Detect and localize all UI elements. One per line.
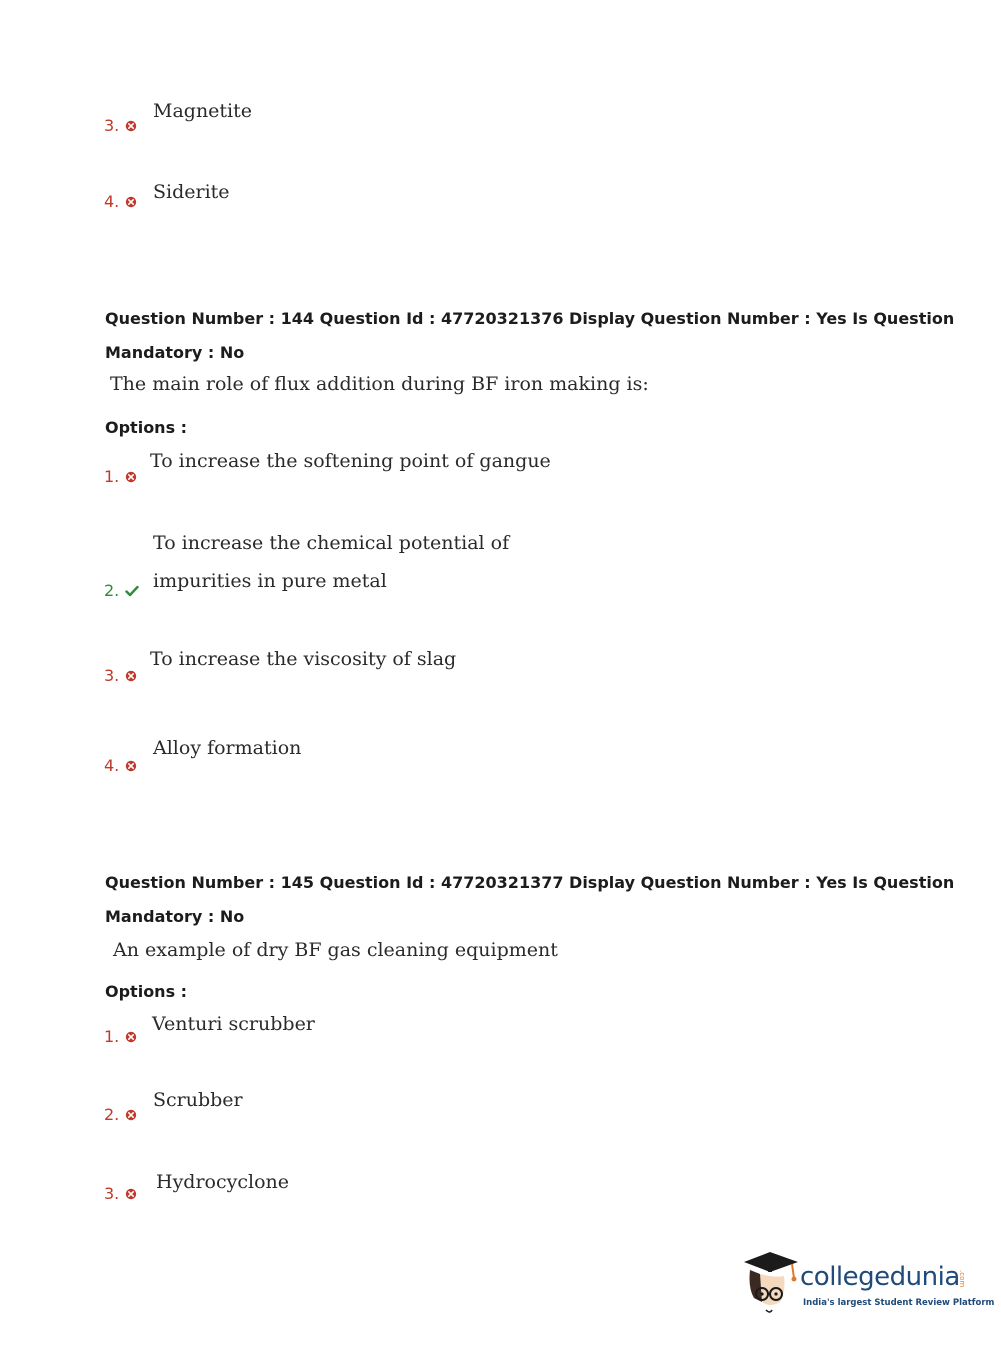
wrong-mark-icon xyxy=(125,120,137,132)
option-text: Alloy formation xyxy=(153,737,302,759)
correct-check-icon xyxy=(125,585,139,597)
logo-tagline: India's largest Student Review Platform xyxy=(803,1298,995,1308)
student-mascot-icon xyxy=(740,1248,802,1320)
option-number-label: 1. xyxy=(104,1027,120,1046)
option-text: Venturi scrubber xyxy=(152,1013,315,1035)
option-number-label: 3. xyxy=(104,666,120,685)
question-text: The main role of flux addition during BF iron making is: xyxy=(110,373,649,395)
option-number-label: 2. xyxy=(104,581,120,600)
wrong-mark-icon xyxy=(125,1031,137,1043)
options-label: Options : xyxy=(105,418,188,437)
option-number xyxy=(104,756,137,775)
option-text: To increase the viscosity of slag xyxy=(150,648,457,670)
option-text: Siderite xyxy=(153,181,230,203)
question-meta: Question Number : 144 Question Id : 47720321376 Display Question Number : Yes Is Question xyxy=(105,309,955,328)
option-number xyxy=(104,1027,137,1046)
question-meta: Question Number : 145 Question Id : 47720321377 Display Question Number : Yes Is Question xyxy=(105,873,955,892)
wrong-mark-icon xyxy=(125,471,137,483)
logo-suffix: .com xyxy=(958,1270,966,1288)
option-number-label: 4. xyxy=(104,192,120,211)
option-number xyxy=(104,581,139,600)
wrong-mark-icon xyxy=(125,1188,137,1200)
option-number xyxy=(104,1184,137,1203)
option-number-label: 3. xyxy=(104,116,120,135)
option-number xyxy=(104,467,137,486)
options-label: Options : xyxy=(105,982,188,1001)
option-number xyxy=(104,1105,137,1124)
wrong-mark-icon xyxy=(125,196,137,208)
option-text-line1: To increase the chemical potential of xyxy=(153,532,510,554)
option-text: Magnetite xyxy=(153,100,253,122)
question-text: An example of dry BF gas cleaning equipment xyxy=(113,939,558,961)
question-meta-mandatory: Mandatory : No xyxy=(105,343,245,362)
option-number-label: 3. xyxy=(104,1184,120,1203)
option-number-label: 1. xyxy=(104,467,120,486)
option-number xyxy=(104,666,137,685)
option-text-line2: impurities in pure metal xyxy=(153,570,387,592)
option-number-label: 2. xyxy=(104,1105,120,1124)
wrong-mark-icon xyxy=(125,760,137,772)
option-text: To increase the softening point of gangue xyxy=(150,450,551,472)
wrong-mark-icon xyxy=(125,1109,137,1121)
option-number-label: 4. xyxy=(104,756,120,775)
option-number xyxy=(104,192,137,211)
option-text: Hydrocyclone xyxy=(156,1171,289,1193)
option-text: Scrubber xyxy=(153,1089,243,1111)
wrong-mark-icon xyxy=(125,670,137,682)
option-number xyxy=(104,116,137,135)
logo-wordmark: collegedunia xyxy=(800,1262,960,1292)
question-meta-mandatory: Mandatory : No xyxy=(105,907,245,926)
